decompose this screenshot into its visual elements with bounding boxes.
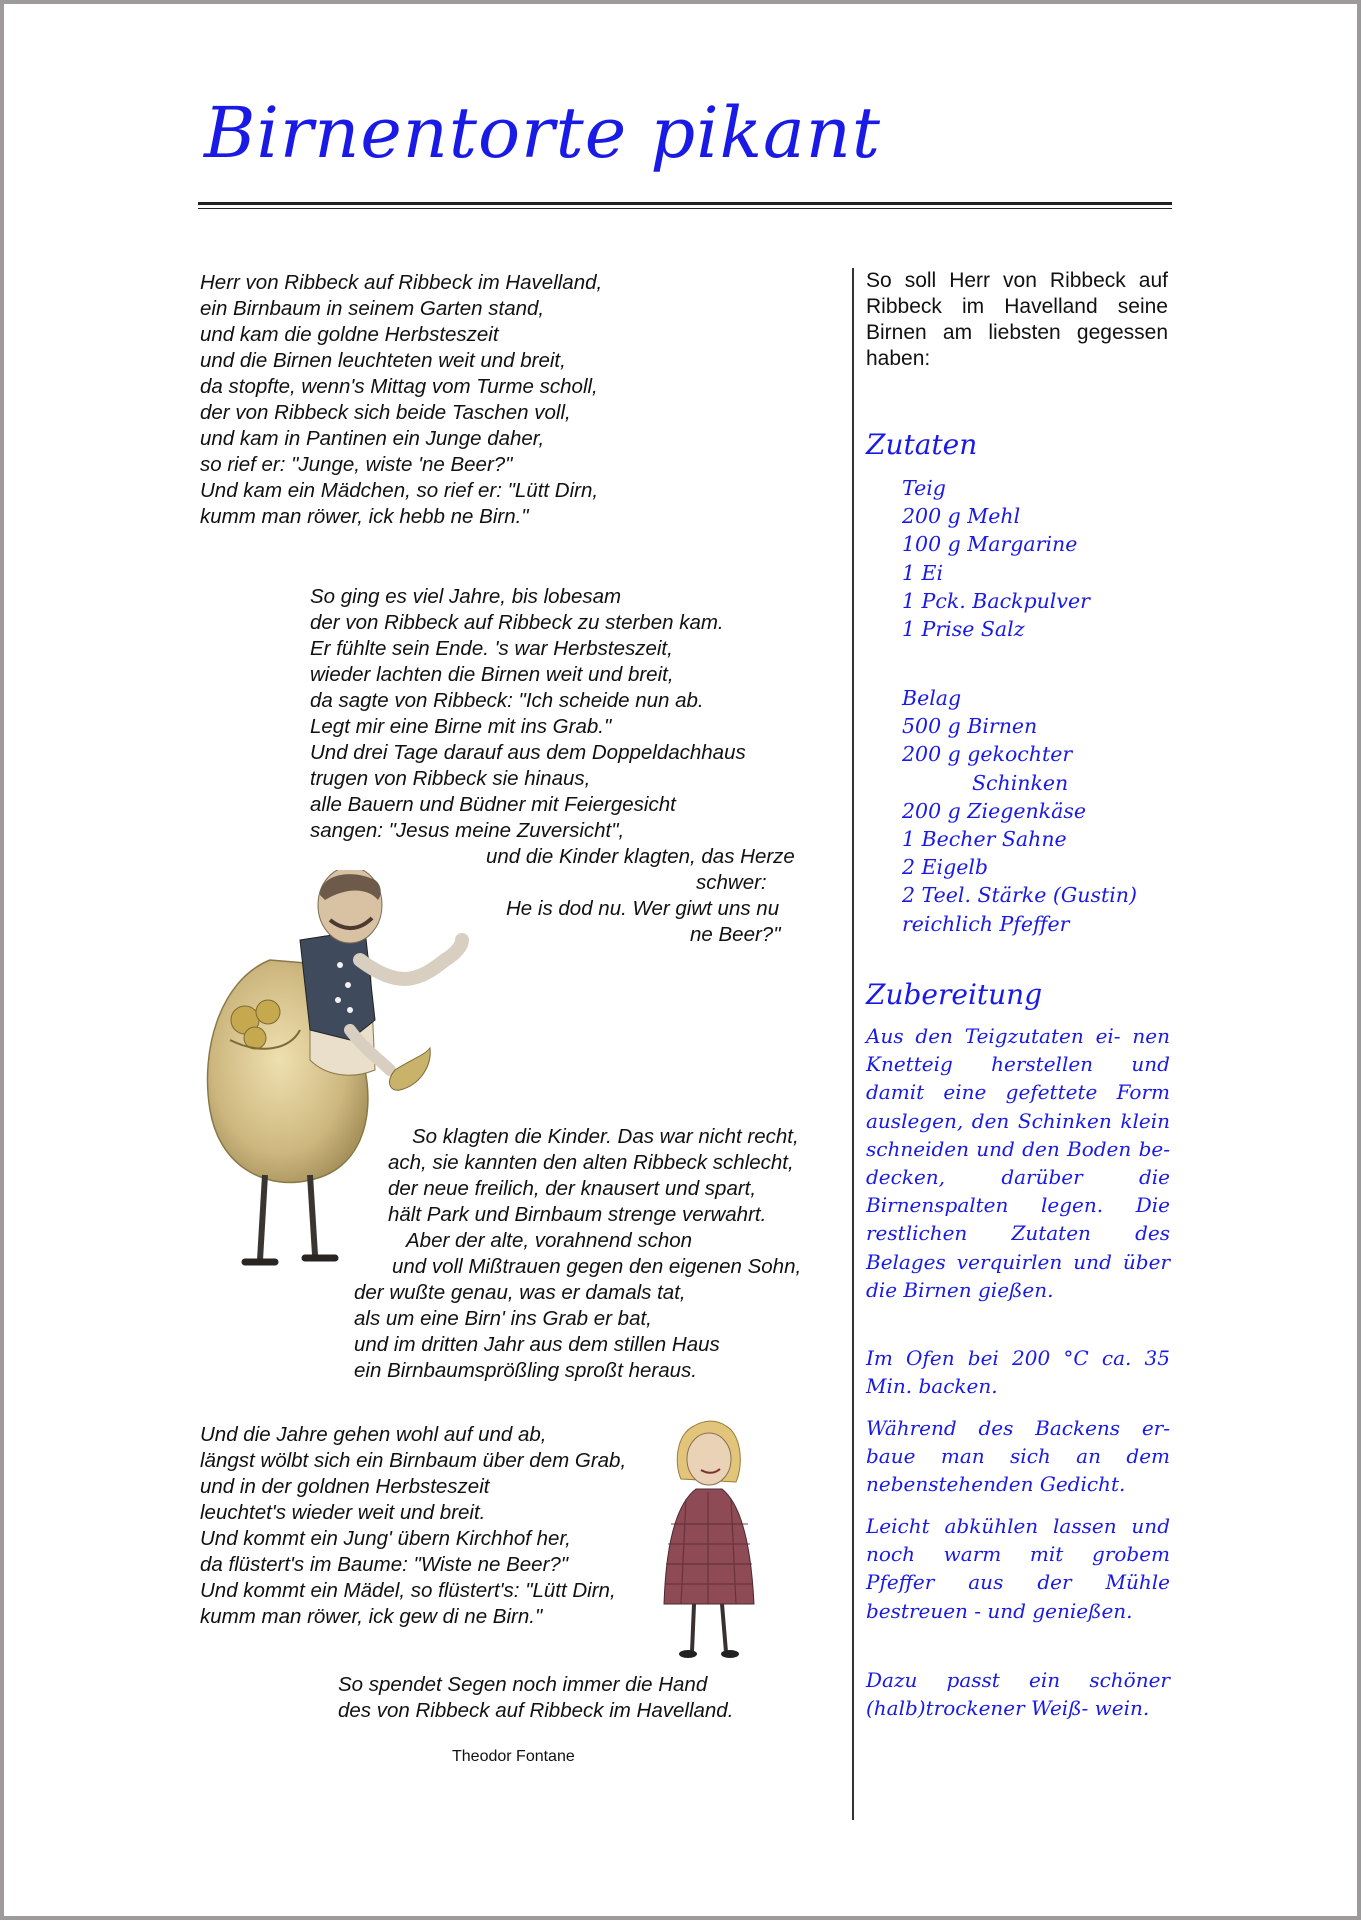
- poem-line: Aber der alte, vorahnend schon: [406, 1229, 693, 1252]
- poem-line: kumm man röwer, ick gew di ne Birn.": [200, 1605, 543, 1628]
- recipe-intro: So soll Herr von Ribbeck auf Ribbeck im Havelland seine Birnen am liebsten gegessen haben:: [866, 269, 1168, 370]
- ingredient-item: 2 Teel. Stärke (Gustin): [902, 883, 1137, 908]
- poem-line: und in der goldnen Herbsteszeit: [200, 1475, 490, 1498]
- poem-line: ach, sie kannten den alten Ribbeck schlecht,: [388, 1151, 794, 1174]
- topping-ingredients: [902, 684, 1137, 938]
- ingredient-item: 1 Becher Sahne: [902, 827, 1067, 852]
- poem-line: Und kam ein Mädchen, so rief er: "Lütt Dirn,: [200, 479, 599, 502]
- poem-line: hält Park und Birnbaum strenge verwahrt.: [388, 1203, 767, 1226]
- poem-line: und die Birnen leuchteten weit und breit,: [200, 349, 566, 372]
- preparation-step: Während des Backens er- baue man sich an dem nebenstehenden Gedicht.: [866, 1416, 1170, 1497]
- preparation-step: Im Ofen bei 200 °C ca. 35 Min. backen.: [866, 1346, 1170, 1399]
- poem-line: der von Ribbeck sich beide Taschen voll,: [200, 401, 571, 424]
- poem-line: ein Birnbaum in seinem Garten stand,: [200, 297, 545, 320]
- title-rule: [198, 202, 1172, 205]
- poem-line: ein Birnbaumsprößling sproßt heraus.: [354, 1359, 697, 1382]
- ingredient-item: reichlich Pfeffer: [902, 911, 1070, 936]
- poem-line: der neue freilich, der knausert und spart,: [388, 1177, 757, 1200]
- dough-ingredients: [902, 474, 1090, 643]
- ingredient-item: 200 g Mehl: [902, 504, 1021, 529]
- ingredient-item: Schinken: [972, 770, 1069, 795]
- poem-line: trugen von Ribbeck sie hinaus,: [310, 767, 591, 790]
- page-title: Birnentorte pikant: [204, 92, 881, 174]
- girl-illustration: [616, 1404, 806, 1664]
- poem-stanza-3: [354, 1124, 802, 1384]
- poem-line: längst wölbt sich ein Birnbaum über dem Grab,: [200, 1449, 627, 1472]
- poem-line: da stopfte, wenn's Mittag vom Turme scholl,: [200, 375, 598, 398]
- poem-line: so rief er: "Junge, wiste 'ne Beer?": [200, 453, 513, 476]
- ingredient-item: 500 g Birnen: [902, 714, 1038, 739]
- poem-line: kumm man röwer, ick hebb ne Birn.": [200, 505, 529, 528]
- ingredient-group-label: Belag: [902, 686, 962, 710]
- preparation-step: Aus den Teigzutaten ei- nen Knetteig herstellen und damit eine gefettete Form auslegen, den Schinken klein schneiden und den Boden be- decken, darüber die Birnenspalten legen. Die restlichen Zutaten des Belages verquirlen und über die Birnen gießen.: [866, 1024, 1170, 1302]
- ingredient-item: 1 Ei: [902, 560, 944, 585]
- poem-line: und kam in Pantinen ein Junge daher,: [200, 427, 545, 450]
- ingredient-group-label: Teig: [902, 476, 946, 500]
- poem-author: Theodor Fontane: [452, 1748, 575, 1765]
- poem-line: Und die Jahre gehen wohl auf und ab,: [200, 1423, 547, 1446]
- poem-line: Legt mir eine Birne mit ins Grab.": [310, 715, 612, 738]
- poem-line: schwer:: [696, 871, 767, 894]
- poem-line: Und drei Tage darauf aus dem Doppeldachhaus: [310, 741, 746, 764]
- preparation-step: Dazu passt ein schöner (halb)trockener Weiß- wein.: [866, 1668, 1170, 1721]
- poem-line: So ging es viel Jahre, bis lobesam: [310, 585, 622, 608]
- poem-stanza-5: [338, 1672, 733, 1724]
- poem-line: Und kommt ein Jung' übern Kirchhof her,: [200, 1527, 571, 1550]
- poem-line: und voll Mißtrauen gegen den eigenen Sohn,: [392, 1255, 802, 1278]
- ingredient-item: 2 Eigelb: [902, 855, 989, 880]
- poem-line: Herr von Ribbeck auf Ribbeck im Havelland,: [200, 271, 603, 294]
- poem-line: und die Kinder klagten, das Herze: [486, 845, 795, 868]
- column-divider: [852, 268, 854, 1820]
- poem-line: der wußte genau, was er damals tat,: [354, 1281, 686, 1304]
- poem-line: des von Ribbeck auf Ribbeck im Havelland.: [338, 1699, 734, 1722]
- poem-line: ne Beer?": [690, 923, 781, 946]
- poem-line: wieder lachten die Birnen weit und breit,: [310, 663, 674, 686]
- ingredient-item: 100 g Margarine: [902, 532, 1078, 557]
- ingredient-item: 200 g gekochter: [902, 742, 1073, 767]
- ingredient-item: 200 g Ziegenkäse: [902, 798, 1086, 823]
- poem-line: und im dritten Jahr aus dem stillen Haus: [354, 1333, 720, 1356]
- poem-line: Und kommt ein Mädel, so flüstert's: "Lütt Dirn,: [200, 1579, 616, 1602]
- poem-line: alle Bauern und Büdner mit Feiergesicht: [310, 793, 676, 816]
- poem-stanza-4: [200, 1422, 626, 1630]
- ingredients-heading: Zutaten: [866, 428, 978, 461]
- preparation-step: Leicht abkühlen lassen und noch warm mit grobem Pfeffer aus der Mühle bestreuen - und genießen.: [866, 1514, 1170, 1623]
- document-page: [4, 4, 1357, 1916]
- poem-line: da sagte von Ribbeck: "Ich scheide nun ab.: [310, 689, 704, 712]
- poem-line: als um eine Birn' ins Grab er bat,: [354, 1307, 652, 1330]
- poem-line: So spendet Segen noch immer die Hand: [338, 1673, 708, 1696]
- ingredient-item: 1 Pck. Backpulver: [902, 588, 1090, 613]
- poem-line: He is dod nu. Wer giwt uns nu: [506, 897, 780, 920]
- poem-line: So klagten die Kinder. Das war nicht recht,: [412, 1125, 799, 1148]
- poem-line: und kam die goldne Herbsteszeit: [200, 323, 499, 346]
- poem-line: der von Ribbeck auf Ribbeck zu sterben kam.: [310, 611, 724, 634]
- preparation-heading: Zubereitung: [866, 978, 1043, 1011]
- poem-line: leuchtet's wieder weit und breit.: [200, 1501, 486, 1524]
- poem-line: sangen: "Jesus meine Zuversicht",: [310, 819, 625, 842]
- title-rule-thin: [198, 208, 1172, 209]
- poem-line: da flüstert's im Baume: "Wiste ne Beer?": [200, 1553, 569, 1576]
- poem-stanza-1: [200, 270, 602, 530]
- ingredient-item: 1 Prise Salz: [902, 617, 1025, 642]
- poem-line: Er fühlte sein Ende. 's war Herbsteszeit,: [310, 637, 673, 660]
